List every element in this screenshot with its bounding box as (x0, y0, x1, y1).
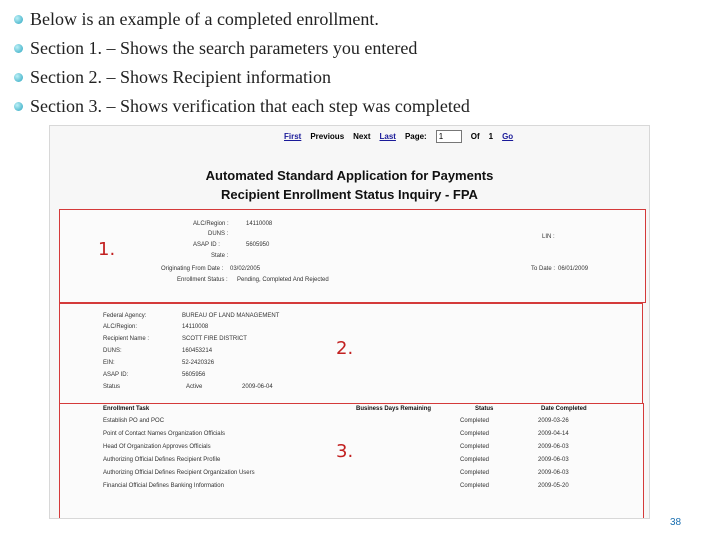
duns-label: DUNS : (208, 231, 229, 237)
bullet-item: Section 2. – Shows Recipient information (14, 63, 470, 92)
bullet-item: Section 3. – Shows verification that each step was completed (14, 92, 470, 121)
task-name: Authorizing Official Defines Recipient Profile (103, 457, 221, 463)
task-status: Completed (460, 431, 490, 437)
enrollment-status-label: Enrollment Status : (177, 277, 228, 283)
of-label: Of (470, 132, 480, 141)
bullet-item: Section 1. – Shows the search parameters you entered (14, 34, 470, 63)
bullet-dot-icon (14, 44, 23, 53)
recipient-status-label: Status (103, 384, 121, 390)
task-name: Point of Contact Names Organization Officials (103, 431, 225, 437)
task-status: Completed (460, 470, 490, 476)
task-date: 2009-06-03 (538, 457, 569, 463)
bullet-dot-icon (14, 15, 23, 24)
first-page-link[interactable]: First (284, 132, 302, 141)
to-date-label: To Date : (531, 266, 556, 272)
section-3-enrollment-tasks (59, 403, 644, 519)
slide-number: 38 (670, 517, 682, 528)
alc-value: 14110008 (246, 221, 273, 227)
task-date: 2009-06-03 (538, 470, 569, 476)
recipient-field-value: BUREAU OF LAND MANAGEMENT (182, 313, 280, 319)
recipient-field-value: 52-2420326 (182, 360, 215, 366)
recipient-field-label: EIN: (103, 360, 115, 366)
lin-label: LIN : (542, 234, 555, 240)
recipient-field-value: 160453214 (182, 348, 213, 354)
from-date-value: 03/02/2005 (230, 266, 261, 272)
page-number-input[interactable]: 1 (436, 130, 462, 143)
task-status: Completed (460, 418, 490, 424)
task-name: Head Of Organization Approves Officials (103, 444, 211, 450)
bullet-item: Below is an example of a completed enrollment. (14, 5, 470, 34)
enrollment-status-value: Pending, Completed And Rejected (237, 277, 329, 283)
asap-id-value: 5605950 (246, 242, 270, 248)
recipient-field-label: ALC/Region: (103, 324, 138, 330)
task-name: Establish PO and POC (103, 418, 165, 424)
task-date: 2009-03-26 (538, 418, 569, 424)
form-subtitle: Recipient Enrollment Status Inquiry - FPA (221, 187, 478, 202)
task-status: Completed (460, 483, 490, 489)
recipient-field-label: ASAP ID: (103, 372, 129, 378)
last-page-link[interactable]: Last (379, 132, 396, 141)
section-1-search-parameters (59, 209, 646, 303)
recipient-status-date: 2009-06-04 (242, 384, 273, 390)
bullet-dot-icon (14, 73, 23, 82)
task-status: Completed (460, 457, 490, 463)
recipient-field-value: 14110008 (182, 324, 209, 330)
recipient-field-value: 5605956 (182, 372, 206, 378)
form-title: Automated Standard Application for Payments (205, 168, 494, 183)
section-1-number: 1. (98, 239, 116, 260)
status-column-header: Status (475, 406, 494, 412)
date-completed-column-header: Date Completed (541, 406, 587, 412)
task-date: 2009-05-20 (538, 483, 569, 489)
state-label: State : (211, 253, 229, 259)
task-column-header: Enrollment Task (103, 406, 150, 412)
recipient-field-label: Federal Agency: (103, 313, 147, 319)
next-page-label[interactable]: Next (353, 132, 371, 141)
bullet-dot-icon (14, 102, 23, 111)
page-label: Page: (404, 132, 427, 141)
total-pages: 1 (488, 132, 494, 141)
recipient-field-value: SCOTT FIRE DISTRICT (182, 336, 247, 342)
bullet-list (14, 5, 470, 121)
recipient-status-value: Active (186, 384, 203, 390)
pagination-bar (284, 130, 513, 143)
from-date-label: Originating From Date : (161, 266, 224, 272)
task-status: Completed (460, 444, 490, 450)
section-2-recipient-info (59, 303, 643, 404)
alc-label: ALC/Region : (193, 221, 229, 227)
section-3-number: 3. (336, 441, 354, 462)
task-name: Financial Official Defines Banking Information (103, 483, 224, 489)
task-date: 2009-04-14 (538, 431, 569, 437)
task-date: 2009-06-03 (538, 444, 569, 450)
previous-page-label[interactable]: Previous (310, 132, 345, 141)
task-name: Authorizing Official Defines Recipient Organization Users (103, 470, 255, 476)
section-2-number: 2. (336, 338, 354, 359)
recipient-field-label: Recipient Name : (103, 336, 150, 342)
to-date-value: 06/01/2009 (558, 266, 589, 272)
enrollment-status-screenshot (49, 125, 650, 519)
recipient-field-label: DUNS: (103, 348, 122, 354)
asap-id-label: ASAP ID : (193, 242, 220, 248)
days-remaining-column-header: Business Days Remaining (356, 406, 432, 412)
go-link[interactable]: Go (502, 132, 514, 141)
